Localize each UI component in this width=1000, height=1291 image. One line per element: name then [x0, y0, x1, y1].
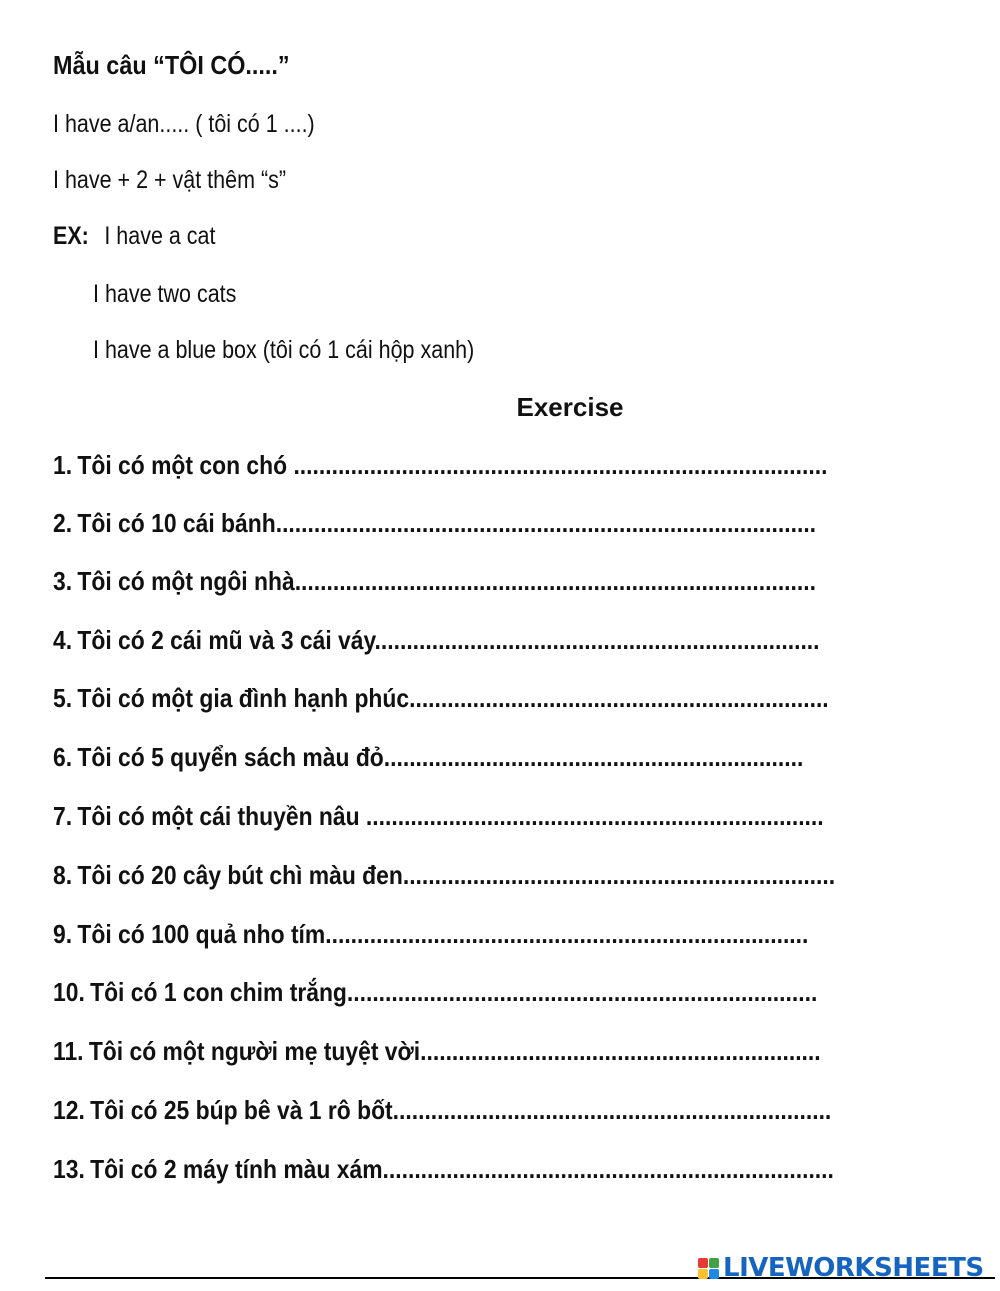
rule-line-2: I have + 2 + vật thêm “s”	[53, 166, 287, 194]
item-text: Tôi có 2 cái mũ và 3 cái váy......................................................................	[77, 625, 820, 655]
item-number: 11.	[53, 1036, 84, 1066]
example-text-1: I have a cat	[104, 222, 216, 250]
rule-line-1: I have a/an..... ( tôi có 1 ....)	[53, 110, 315, 138]
item-text: Tôi có 10 cái bánh.....................................................................................	[77, 508, 817, 538]
logo-square-icon	[698, 1258, 708, 1268]
logo-text: LIVEWORKSHEETS	[723, 1253, 984, 1283]
exercise-item	[53, 1095, 831, 1126]
example-line-1	[53, 222, 215, 251]
exercise-item	[53, 450, 827, 481]
item-number: 12.	[53, 1095, 85, 1125]
item-number: 8.	[53, 860, 73, 890]
logo-grid-icon	[698, 1258, 719, 1279]
exercise-item	[53, 1154, 834, 1185]
item-text: Tôi có 5 quyển sách màu đỏ..................................................................	[77, 742, 804, 772]
exercise-item	[53, 919, 808, 950]
item-text: Tôi có một ngôi nhà..................................................................................	[77, 566, 816, 596]
item-number: 2.	[53, 508, 73, 538]
logo-square-icon	[709, 1269, 719, 1279]
item-number: 10.	[53, 977, 85, 1007]
item-number: 4.	[53, 625, 73, 655]
item-text: Tôi có một gia đình hạnh phúc..................................................................	[77, 683, 829, 713]
liveworksheets-logo	[698, 1253, 984, 1283]
example-line-2: I have two cats	[93, 280, 237, 308]
item-number: 9.	[53, 919, 73, 949]
item-text: Tôi có một người mẹ tuyệt vời...............................................................	[88, 1036, 821, 1066]
exercise-item	[53, 683, 829, 714]
item-number: 5.	[53, 683, 73, 713]
item-text: Tôi có 1 con chim trắng..........................................................................	[90, 977, 818, 1007]
exercise-item	[53, 625, 820, 656]
exercise-heading: Exercise	[516, 392, 624, 422]
item-text: Tôi có 100 quả nho tím............................................................................	[77, 919, 809, 949]
exercise-item	[53, 1036, 821, 1067]
item-text: Tôi có 20 cây bút chì màu đen....................................................................	[77, 860, 836, 890]
item-text: Tôi có một cái thuyền nâu ........................................................................	[77, 801, 824, 831]
item-text: Tôi có 25 búp bê và 1 rô bốt.....................................................................	[90, 1095, 832, 1125]
exercise-item	[53, 977, 817, 1008]
exercise-item	[53, 860, 835, 891]
item-text: Tôi có một con chó ....................................................................................	[77, 450, 828, 480]
logo-square-icon	[698, 1269, 708, 1279]
item-number: 1.	[53, 450, 73, 480]
exercise-item	[53, 801, 824, 832]
exercise-item	[53, 508, 816, 539]
logo-square-icon	[709, 1258, 719, 1268]
item-text: Tôi có 2 máy tính màu xám.......................................................................	[90, 1154, 834, 1184]
item-number: 13.	[53, 1154, 85, 1184]
example-label: EX:	[53, 222, 89, 250]
item-number: 6.	[53, 742, 73, 772]
item-number: 7.	[53, 801, 73, 831]
item-number: 3.	[53, 566, 73, 596]
example-line-3: I have a blue box (tôi có 1 cái hộp xanh)	[93, 336, 475, 364]
exercise-item	[53, 742, 803, 773]
exercise-item	[53, 566, 816, 597]
page-title: Mẫu câu “TÔI CÓ.....”	[53, 50, 290, 80]
